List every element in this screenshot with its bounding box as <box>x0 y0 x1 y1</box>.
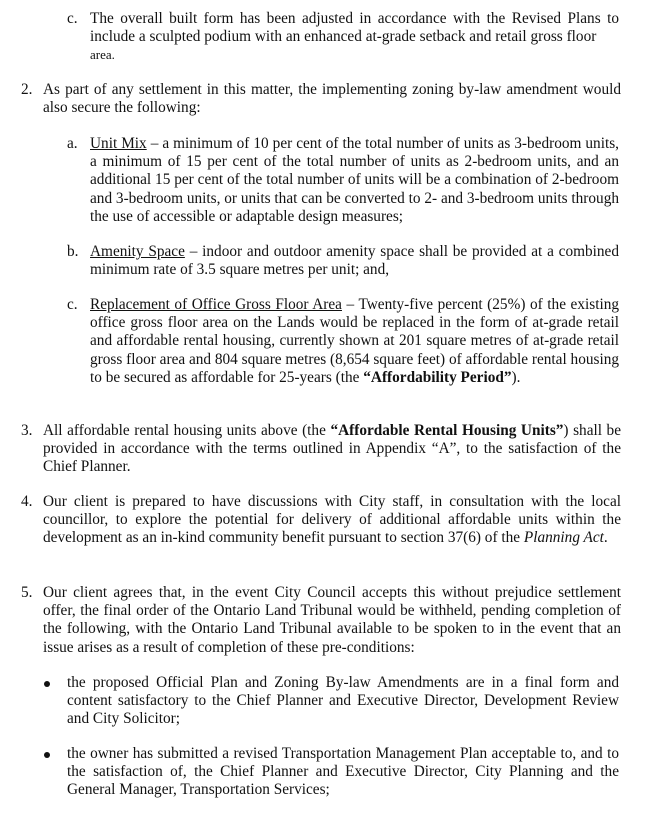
item-2b-text <box>90 243 619 279</box>
bullet-icon <box>44 681 50 687</box>
item-5-bullet-1: the proposed Official Plan and Zoning By-law Amendments are in a final form and content satisfactory to the Chief Planner and Executive Director, Development Review and City Solicitor; <box>67 674 619 728</box>
item-2c-end: ). <box>511 368 521 386</box>
item-2c-marker: c. <box>67 296 78 313</box>
item-5-number: 5. <box>21 584 33 601</box>
item-2a-text <box>90 135 619 226</box>
item-1c-marker: c. <box>67 10 78 27</box>
item-2c-defined-term: “Affordability Period” <box>363 368 512 386</box>
item-3-number: 3. <box>21 422 33 439</box>
item-2a-title: Unit Mix <box>90 135 147 152</box>
item-5-bullet-2: the owner has submitted a revised Transportation Management Plan acceptable to, and to the satisfaction of, the Chief Planner and Executive Director, City Planning and the General Manager, Transportation Services; <box>67 745 619 799</box>
item-2c-body: – Twenty-five percent (25%) of the existing office gross floor area on the Lands would be replaced in the form of at-grade retail and affordable rental housing, currently shown at 201 square metres of at-grade retail gross floor area and 804 square metres (8,654 square feet) of affordable rental housing to be secured as affordable for 25-years (the <box>90 296 619 386</box>
item-2-number: 2. <box>21 81 33 98</box>
item-2b-marker: b. <box>67 243 79 260</box>
item-4-number: 4. <box>21 493 33 510</box>
item-3-text-end: ) shall be provided in accordance with the terms outlined in Appendix “A”, to the satisfaction of the Chief Planner. <box>43 422 621 476</box>
item-4-end: . <box>603 529 608 547</box>
item-1c-text <box>90 10 619 65</box>
item-2c-text <box>90 296 619 387</box>
item-1c-text-end: area. <box>90 47 115 63</box>
item-2a-body: – a minimum of 10 per cent of the total number of units as 3-bedroom units, a minimum of 15 per cent of the total number of units as 2-bedroom units, and an additional 15 per cent of the total number of units will be a combination of 2-bedroom and 3-bedroom units, or units that can be converted to 2- and 3-bedroom units through the use of accessible or adaptable design measures; <box>90 135 619 225</box>
item-3-defined-term: “Affordable Rental Housing Units” <box>330 422 564 439</box>
item-4-text <box>43 493 621 548</box>
item-2b-title: Amenity Space <box>90 243 185 260</box>
item-1c-text-main: The overall built form has been adjusted in accordance with the Revised Plans to include a sculpted podium with an enhanced at-grade setback and retail gross floor <box>90 10 619 46</box>
item-2a-marker: a. <box>67 135 78 152</box>
item-2b-body: – indoor and outdoor amenity space shall be provided at a combined minimum rate of 3.5 square metres per unit; and, <box>90 243 619 279</box>
item-2-intro: As part of any settlement in this matter, the implementing zoning by-law amendment would also secure the following: <box>43 81 621 117</box>
item-3-text-start: All affordable rental housing units above (the <box>43 422 331 439</box>
item-5-text: Our client agrees that, in the event City Council accepts this without prejudice settlement offer, the final order of the Ontario Land Tribunal would be withheld, pending completion of the following, with the Ontario Land Tribunal available to be spoken to in the event that an issue arises as a result of completion of these pre-conditions: <box>43 584 621 656</box>
item-3-text <box>43 422 621 477</box>
item-4-act-name: Planning Act <box>523 529 604 547</box>
item-2c-title: Replacement of Office Gross Floor Area <box>90 296 342 313</box>
item-4-body: Our client is prepared to have discussions with City staff, in consultation with the local councillor, to explore the potential for delivery of additional affordable units within the development as an in-kind community benefit pursuant to section 37(6) of the <box>43 493 621 547</box>
bullet-icon <box>44 752 50 758</box>
